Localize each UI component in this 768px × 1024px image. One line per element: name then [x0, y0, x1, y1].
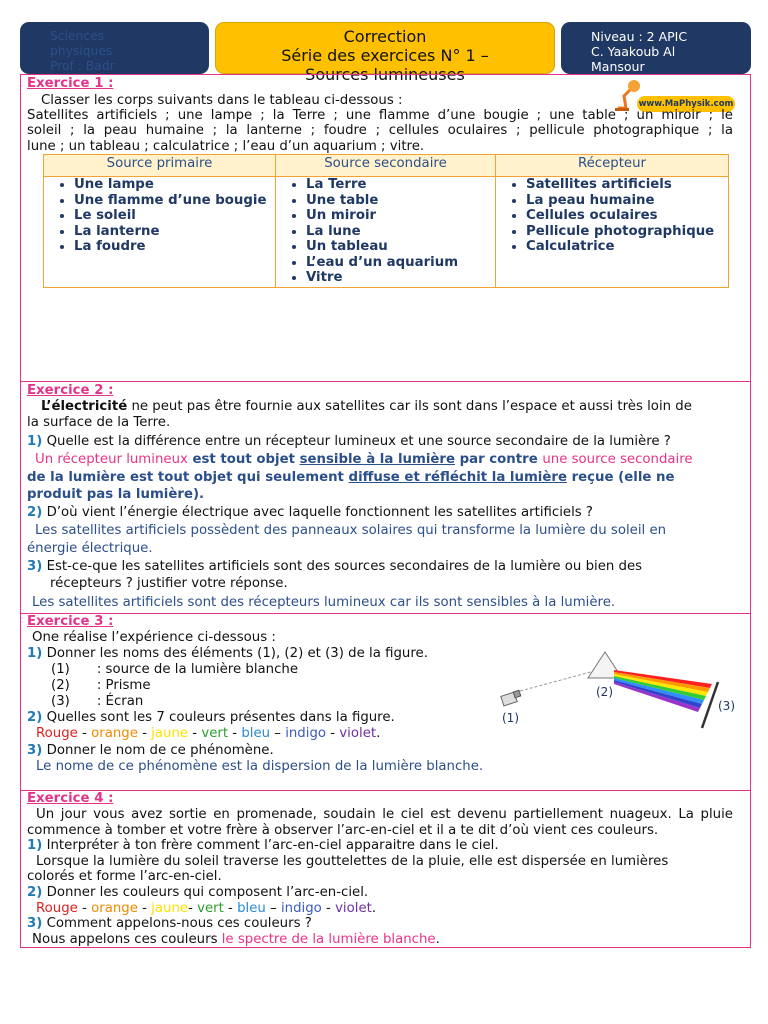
header-title-box [215, 22, 555, 84]
title-line-3: Sources lumineuses [305, 65, 465, 84]
figure-label: (1) [502, 711, 519, 725]
intro-text: ne peut pas être fournie aux satellites car ils sont dans l’espace et aussi très loin de [127, 399, 692, 414]
element-name: : Prisme [96, 678, 151, 693]
term-secondary-source: une source secondaire [542, 452, 693, 467]
exercise-4-text: Un jour vous avez sortie en promenade, soudain le ciel est devenu partiellement nuageux. La pluie [36, 807, 733, 822]
list-item: • La Terre [306, 177, 495, 193]
question-2 [27, 885, 368, 901]
title-line-2: Série des exercices N° 1 – [281, 46, 489, 65]
answer-text: par contre [454, 452, 543, 467]
question-text: Interpréter à ton frère comment l’arc-en-ciel apparaitre dans le ciel. [46, 838, 499, 853]
exercise-3-title: Exercice 3 : [27, 614, 114, 629]
colors-answer: Rouge - orange - jaune- vert - bleu – indigo - violet. [36, 901, 377, 916]
list-item: • Un tableau [306, 239, 495, 255]
light-ray [520, 670, 598, 691]
question-number: 2) [27, 710, 43, 725]
color-word: indigo [280, 901, 322, 916]
question-1 [27, 646, 428, 662]
question-number: 2) [27, 885, 43, 900]
exercise-4-title: Exercice 4 : [27, 791, 114, 806]
question-1 [27, 434, 671, 450]
column-header: Source secondaire [276, 155, 496, 177]
header-subject-line: physiques [50, 44, 113, 58]
secondary-sources-cell [276, 177, 496, 288]
color-word: Rouge [36, 901, 78, 916]
answer-1-line3: produit pas la lumière). [27, 487, 205, 502]
color-word: jaune [151, 726, 189, 741]
list-item: • Satellites artificiels [526, 177, 728, 193]
term-receiver: Un récepteur lumineux [35, 452, 188, 467]
prism-dispersion-figure [490, 648, 745, 730]
level-line: Niveau : 2 APIC [591, 29, 688, 44]
electricity-term: L’électricité [41, 399, 128, 414]
list-item: • Une lampe [74, 177, 275, 193]
exercise-4-text: commence à tomber et votre frère à observer l’arc-en-ciel et il a te dit d’où vient ces couleurs. [27, 823, 659, 838]
question-text: Donner le nom de ce phénomène. [46, 743, 274, 758]
list-item: • Un miroir [306, 208, 495, 224]
element-item [51, 694, 143, 710]
answer-2-line1: Les satellites artificiels possèdent des panneaux solaires qui transforme la lumière du soleil en [35, 523, 667, 538]
question-text: Donner les couleurs qui composent l’arc-en-ciel. [46, 885, 369, 900]
primary-sources-cell [44, 177, 276, 288]
color-word: jaune [151, 901, 189, 916]
question-number: 1) [27, 646, 43, 661]
question-3 [27, 916, 312, 932]
list-item: • Une table [306, 193, 495, 209]
header-prof-line: Prof : Badr [50, 59, 115, 73]
question-3 [27, 743, 274, 759]
question-2 [27, 710, 395, 726]
list-item: • Pellicule photographique [526, 224, 728, 240]
answer-1-line2 [27, 470, 675, 486]
answer-3: Le nome de ce phénomène est la dispersion de la lumière blanche. [36, 759, 484, 774]
element-item [51, 678, 151, 694]
title-line-1: Correction [343, 27, 427, 46]
question-text: Est-ce-que les satellites artificiels sont des sources secondaires de la lumière ou bien des [46, 559, 643, 574]
question-number: 3) [27, 916, 43, 931]
element-item [51, 662, 298, 678]
answer-1-line1 [35, 452, 693, 468]
list-item: • La lanterne [74, 224, 275, 240]
question-number: 2) [27, 505, 43, 520]
color-word: Rouge [36, 726, 78, 741]
header-subject-line: Sciences [50, 29, 105, 43]
figure-label: (2) [596, 685, 613, 699]
answer-text: . [435, 932, 440, 947]
answer-2-line2: énergie électrique. [27, 541, 153, 556]
question-3-line2: récepteurs ? justifier votre réponse. [50, 576, 288, 591]
school-line-1: C. Yaakoub Al [591, 44, 676, 59]
exercise-1-list-line: soleil ; la peau humaine ; la lanterne ; foudre ; cellules oculaires ; pellicule photographique ; la [27, 123, 733, 138]
question-number: 3) [27, 743, 43, 758]
answer-text: diffuse et réfléchit la lumière [348, 470, 567, 485]
header-subject-box [20, 22, 209, 74]
exercise-3-intro: One réalise l’expérience ci-dessous : [32, 630, 276, 645]
list-item: • Le soleil [74, 208, 275, 224]
answer-1-line1: Lorsque la lumière du soleil traverse les gouttelettes de la pluie, elle est dispersée en lumières [36, 854, 669, 869]
element-number: (1) [51, 662, 70, 677]
list-item: • Vitre [306, 270, 495, 286]
color-word: bleu [237, 901, 266, 916]
question-3 [27, 559, 642, 575]
question-number: 3) [27, 559, 43, 574]
list-item: • Une flamme d’une bougie [74, 193, 275, 209]
element-name: : Écran [96, 694, 144, 709]
figure-label: (3) [718, 699, 735, 713]
list-item: • La lune [306, 224, 495, 240]
list-item: • La peau humaine [526, 193, 728, 209]
question-text: Donner les noms des éléments (1), (2) et (3) de la figure. [46, 646, 428, 661]
color-word: indigo [285, 726, 327, 741]
column-header: Source primaire [44, 155, 276, 177]
color-word: violet [339, 726, 377, 741]
answer-3 [32, 932, 440, 948]
exercise-2-intro-line2: la surface de la Terre. [27, 415, 171, 430]
list-item: • L’eau d’un aquarium [306, 255, 495, 271]
list-item: • Cellules oculaires [526, 208, 728, 224]
color-word: vert [197, 901, 224, 916]
question-1 [27, 838, 499, 854]
question-number: 1) [27, 434, 43, 449]
header-level-box [561, 22, 751, 74]
answer-text: reçue (elle ne [566, 470, 675, 485]
element-number: (3) [51, 694, 70, 709]
exercise-1-intro: Classer les corps suivants dans le tableau ci-dessous : [41, 93, 403, 108]
question-number: 1) [27, 838, 43, 853]
spectrum-term: le spectre de la lumière blanche [221, 932, 436, 947]
colors-answer: Rouge - orange - jaune - vert - bleu – indigo - violet. [36, 726, 381, 741]
element-number: (2) [51, 678, 70, 693]
answer-text: Nous appelons ces couleurs [32, 932, 222, 947]
classification-table [43, 154, 729, 288]
exercise-1-title: Exercice 1 : [27, 76, 114, 91]
answer-1-line2: colorés et forme l’arc-en-ciel. [27, 869, 222, 884]
question-text: D’où vient l’énergie électrique avec laquelle fonctionnent les satellites artificiels ? [46, 505, 593, 520]
color-word: orange [91, 901, 138, 916]
question-text: Quelles sont les 7 couleurs présentes dans la figure. [46, 710, 395, 725]
list-item: • Calculatrice [526, 239, 728, 255]
question-text: Quelle est la différence entre un récepteur lumineux et une source secondaire de la lumière ? [46, 434, 671, 449]
element-name: : source de la lumière blanche [96, 662, 299, 677]
color-word: orange [91, 726, 138, 741]
exercise-2-title: Exercice 2 : [27, 383, 114, 398]
answer-text: de la lumière est tout objet qui seulement [27, 470, 349, 485]
column-header: Récepteur [496, 155, 729, 177]
answer-3: Les satellites artificiels sont des récepteurs lumineux car ils sont sensibles à la lumière. [32, 595, 616, 610]
exercise-2-intro [41, 399, 692, 415]
color-word: violet [335, 901, 372, 916]
school-line-2: Mansour [591, 59, 645, 74]
question-2 [27, 505, 593, 521]
list-item: • La foudre [74, 239, 275, 255]
site-logo: www.MaPhysik.com [637, 96, 735, 112]
color-word: vert [201, 726, 229, 741]
question-text: Comment appelons-nous ces couleurs ? [46, 916, 312, 931]
answer-text: sensible à la lumière [299, 452, 455, 467]
receivers-cell [496, 177, 729, 288]
answer-text: est tout objet [187, 452, 300, 467]
exercise-1-list-line: Satellites artificiels ; une lampe ; la Terre ; une flamme d’une bougie ; une table ; un miroir ; le [27, 108, 733, 123]
exercise-1-list-line: lune ; un tableau ; calculatrice ; l’eau d’un aquarium ; vitre. [27, 139, 425, 154]
color-word: bleu [241, 726, 271, 741]
light-source-icon [501, 690, 521, 706]
spectrum-beam [614, 670, 712, 712]
